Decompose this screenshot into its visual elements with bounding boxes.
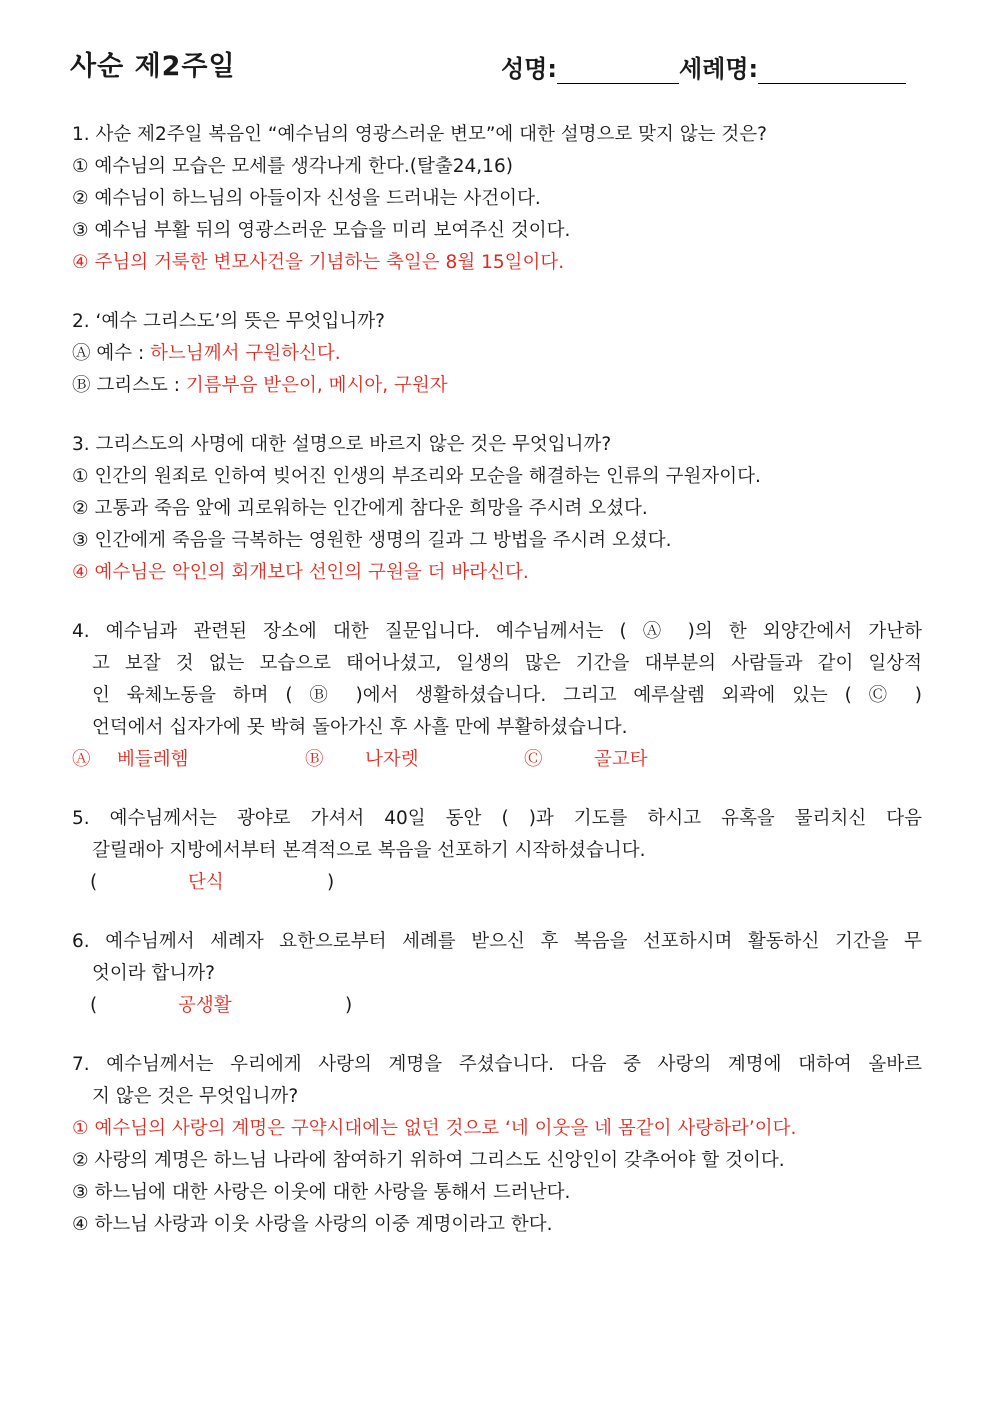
- question-7: [72, 1049, 922, 1241]
- option: ④ 하느님 사랑과 이웃 사랑을 사랑의 이중 계명이라고 한다.: [72, 1214, 553, 1235]
- question-text: 3. 그리스도의 사명에 대한 설명으로 바르지 않은 것은 무엇입니까?: [72, 434, 612, 455]
- name-label: 성명:: [501, 55, 557, 83]
- question-text: 4. 예수님과 관련된 장소에 대한 질문입니다. 예수님께서는 ( Ⓐ )의 한 외양간에서 가난하: [72, 621, 922, 642]
- answer-option: ① 예수님의 사랑의 계명은 구약시대에는 없던 것으로 ‘네 이웃을 네 몸같이 사랑하라’이다.: [72, 1118, 797, 1139]
- open-paren: (: [90, 995, 98, 1016]
- answer-mark: Ⓐ: [72, 749, 91, 770]
- option: ② 사랑의 계명은 하느님 나라에 참여하기 위하여 그리스도 신앙인이 갖추어야 할 것이다.: [72, 1150, 785, 1171]
- answer-mark: Ⓑ: [305, 749, 324, 770]
- answer-option: ④ 주님의 거룩한 변모사건을 기념하는 축일은 8월 15일이다.: [72, 252, 565, 273]
- option: ① 인간의 원죄로 인하여 빚어진 인생의 부조리와 모순을 해결하는 인류의 구원자이다.: [72, 466, 761, 487]
- answer-text: 나자렛: [365, 749, 419, 770]
- answer-mark: Ⓒ: [524, 749, 543, 770]
- question-text: 엇이라 합니까?: [92, 963, 215, 984]
- option: ③ 하느님에 대한 사랑은 이웃에 대한 사랑을 통해서 드러난다.: [72, 1182, 571, 1203]
- question-text: 2. ‘예수 그리스도’의 뜻은 무엇입니까?: [72, 311, 385, 332]
- question-text: 인 육체노동을 하며 ( Ⓑ )에서 생활하셨습니다. 그리고 예루살렘 외곽에 있는 ( Ⓒ ): [92, 685, 922, 706]
- close-paren: ): [345, 995, 353, 1016]
- student-info: [501, 49, 906, 84]
- question-text: 7. 예수님께서는 우리에게 사랑의 계명을 주셨습니다. 다음 중 사랑의 계명에 대하여 올바르: [72, 1054, 922, 1075]
- question-text: 5. 예수님께서는 광야로 가셔서 40일 동안 ( )과 기도를 하시고 유혹을 물리치신 다음: [72, 808, 922, 829]
- answer-label: Ⓐ 예수 :: [72, 343, 151, 364]
- answer-row: [72, 990, 922, 1022]
- option: ③ 인간에게 죽음을 극복하는 영원한 생명의 길과 그 방법을 주시려 오셨다.: [72, 530, 672, 551]
- question-text: 6. 예수님께서 세례자 요한으로부터 세례를 받으신 후 복음을 선포하시며 활동하신 기간을 무: [72, 931, 922, 952]
- baptism-name-label: 세례명:: [678, 55, 759, 83]
- question-text: 고 보잘 것 없는 모습으로 태어나셨고, 일생의 많은 기간을 대부분의 사람들과 같이 일상적: [92, 653, 922, 674]
- question-1: [72, 119, 922, 279]
- question-6: [72, 926, 922, 1022]
- questions: [72, 119, 922, 1241]
- answer-text: 골고타: [594, 749, 648, 770]
- answer-option: ④ 예수님은 악인의 회개보다 선인의 구원을 더 바라신다.: [72, 562, 529, 583]
- option: ② 고통과 죽음 앞에 괴로워하는 인간에게 참다운 희망을 주시려 오셨다.: [72, 498, 648, 519]
- question-2: [72, 306, 922, 402]
- answer-text: 기름부음 받은이, 메시아, 구원자: [185, 375, 448, 396]
- question-text: 언덕에서 십자가에 못 박혀 돌아가신 후 사흘 만에 부활하셨습니다.: [92, 717, 628, 738]
- answer-text: 단식: [188, 872, 224, 893]
- answer-line-b: [72, 370, 922, 402]
- name-blank[interactable]: [557, 57, 679, 84]
- option: ② 예수님이 하느님의 아들이자 신성을 드러내는 사건이다.: [72, 188, 541, 209]
- answer-line-a: [72, 338, 922, 370]
- option: ③ 예수님 부활 뒤의 영광스러운 모습을 미리 보여주신 것이다.: [72, 220, 571, 241]
- option: ① 예수님의 모습은 모세를 생각나게 한다.(탈출24,16): [72, 156, 513, 177]
- answer-label: Ⓑ 그리스도 :: [72, 375, 186, 396]
- question-5: [72, 803, 922, 899]
- answer-text: 하느님께서 구원하신다.: [150, 343, 341, 364]
- answer-text: 공생활: [178, 995, 232, 1016]
- question-text: 지 않은 것은 무엇입니까?: [92, 1086, 299, 1107]
- answer-row: [72, 867, 922, 899]
- baptism-name-blank[interactable]: [758, 57, 906, 84]
- question-4: [72, 616, 922, 776]
- question-text: 갈릴래아 지방에서부터 본격적으로 복음을 선포하기 시작하셨습니다.: [92, 840, 646, 861]
- question-text: 1. 사순 제2주일 복음인 “예수님의 영광스러운 변모”에 대한 설명으로 맞지 않는 것은?: [72, 124, 767, 145]
- worksheet-header: [70, 44, 920, 84]
- page-title: 사순 제2주일: [70, 51, 236, 82]
- question-3: [72, 429, 922, 589]
- close-paren: ): [327, 872, 335, 893]
- answer-row: [72, 744, 922, 776]
- answer-text: 베들레헴: [117, 749, 189, 770]
- open-paren: (: [90, 872, 98, 893]
